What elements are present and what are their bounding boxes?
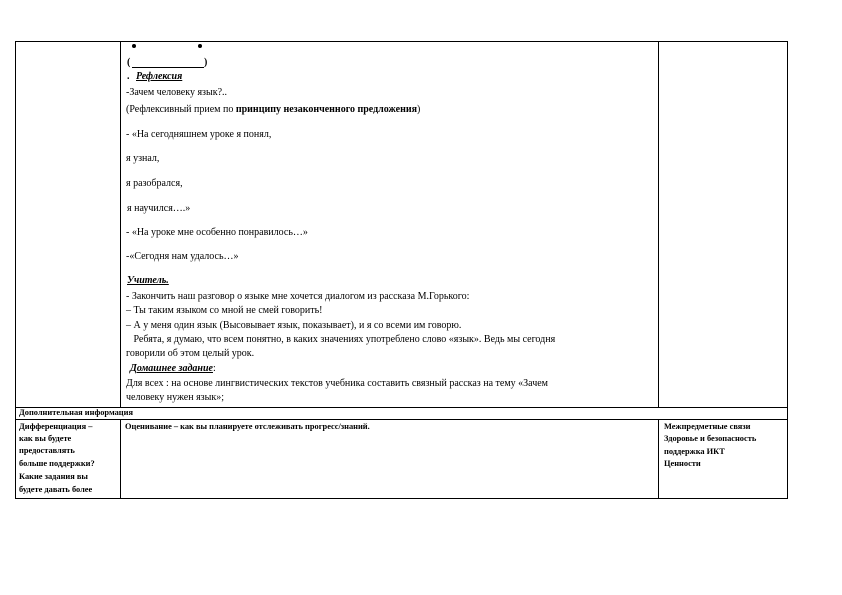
teacher-line: Ребята, я думаю, что всем понятно, в каких значениях употреблено слово «язык». Ведь мы сегодня	[126, 334, 556, 345]
bullet-dot-right	[198, 44, 202, 48]
differentiation-line: Дифференциация –	[19, 422, 93, 431]
heading-label: Рефлексия	[136, 71, 183, 82]
homework-label: Домашнее задание	[130, 363, 213, 374]
teacher-line: – Ты таким языком со мной не смей говорить!	[126, 305, 323, 316]
reflection-prompt: я узнал,	[126, 153, 160, 164]
table-col-divider-1	[120, 41, 121, 407]
differentiation-line: больше поддержки?	[19, 459, 95, 468]
table-col-divider-1b	[120, 419, 121, 499]
technique-bold: принципу незаконченного предложения	[235, 104, 418, 115]
differentiation-line: Какие задания вы	[19, 472, 88, 481]
reflection-prompt: я научился….»	[127, 203, 191, 214]
bracket-open: (	[127, 57, 131, 68]
reflection-question: -Зачем человеку язык?..	[126, 87, 228, 98]
differentiation-line: как вы будете	[19, 434, 72, 443]
cross-curricular-line: Ценности	[664, 459, 701, 468]
homework-colon: :	[212, 363, 216, 374]
teacher-line: – А у меня один язык (Высовывает язык, показывает), и я со всеми им говорю.	[126, 320, 462, 331]
teacher-line: - Закончить наш разговор о языке мне хочется диалогом из рассказа М.Горького:	[126, 291, 470, 302]
table-bottom-border	[15, 498, 788, 499]
reflection-prompt: - «На сегодняшнем уроке я понял,	[126, 129, 272, 140]
table-left-border	[15, 41, 16, 499]
reflection-heading	[127, 71, 182, 83]
bracket-underline	[132, 67, 204, 68]
table-top-border	[15, 41, 788, 42]
reflection-prompt: -«Сегодня нам удалось…»	[126, 251, 239, 262]
differentiation-line: предоставлять	[19, 446, 75, 455]
reflection-prompt: я разобрался,	[126, 178, 183, 189]
bracket-close: )	[204, 57, 208, 68]
teacher-label: Учитель.	[127, 275, 169, 286]
cross-curricular-line: Межпредметные связи	[664, 422, 751, 431]
technique-prefix: (Рефлексивный прием по	[126, 104, 236, 115]
homework-heading	[130, 363, 216, 375]
cross-curricular-line: Здоровье и безопасность	[664, 434, 757, 443]
homework-line: Для всех : на основе лингвистических текстов учебника составить связный рассказ на тему «Зачем	[126, 378, 549, 389]
table-divider-columns	[15, 419, 788, 420]
differentiation-line: будете давать более	[19, 485, 93, 494]
assessment-text: Оценивание – как вы планируете отслеживать прогресс/знаний.	[125, 422, 370, 431]
technique-suffix: )	[417, 104, 421, 115]
teacher-line: говорили об этом целый урок.	[126, 348, 255, 359]
reflection-prompt: - «На уроке мне особенно понравилось…»	[126, 227, 308, 238]
bullet-dot-left	[132, 44, 136, 48]
table-right-border	[787, 41, 788, 499]
table-col-divider-2	[658, 41, 659, 407]
heading-prefix: .	[127, 71, 130, 82]
additional-info-header: Дополнительная информация	[19, 408, 133, 417]
reflection-technique	[126, 104, 420, 116]
table-col-divider-2b	[658, 419, 659, 499]
homework-line: человеку нужен язык»;	[126, 392, 224, 403]
cross-curricular-line: поддержка ИКТ	[664, 447, 725, 456]
